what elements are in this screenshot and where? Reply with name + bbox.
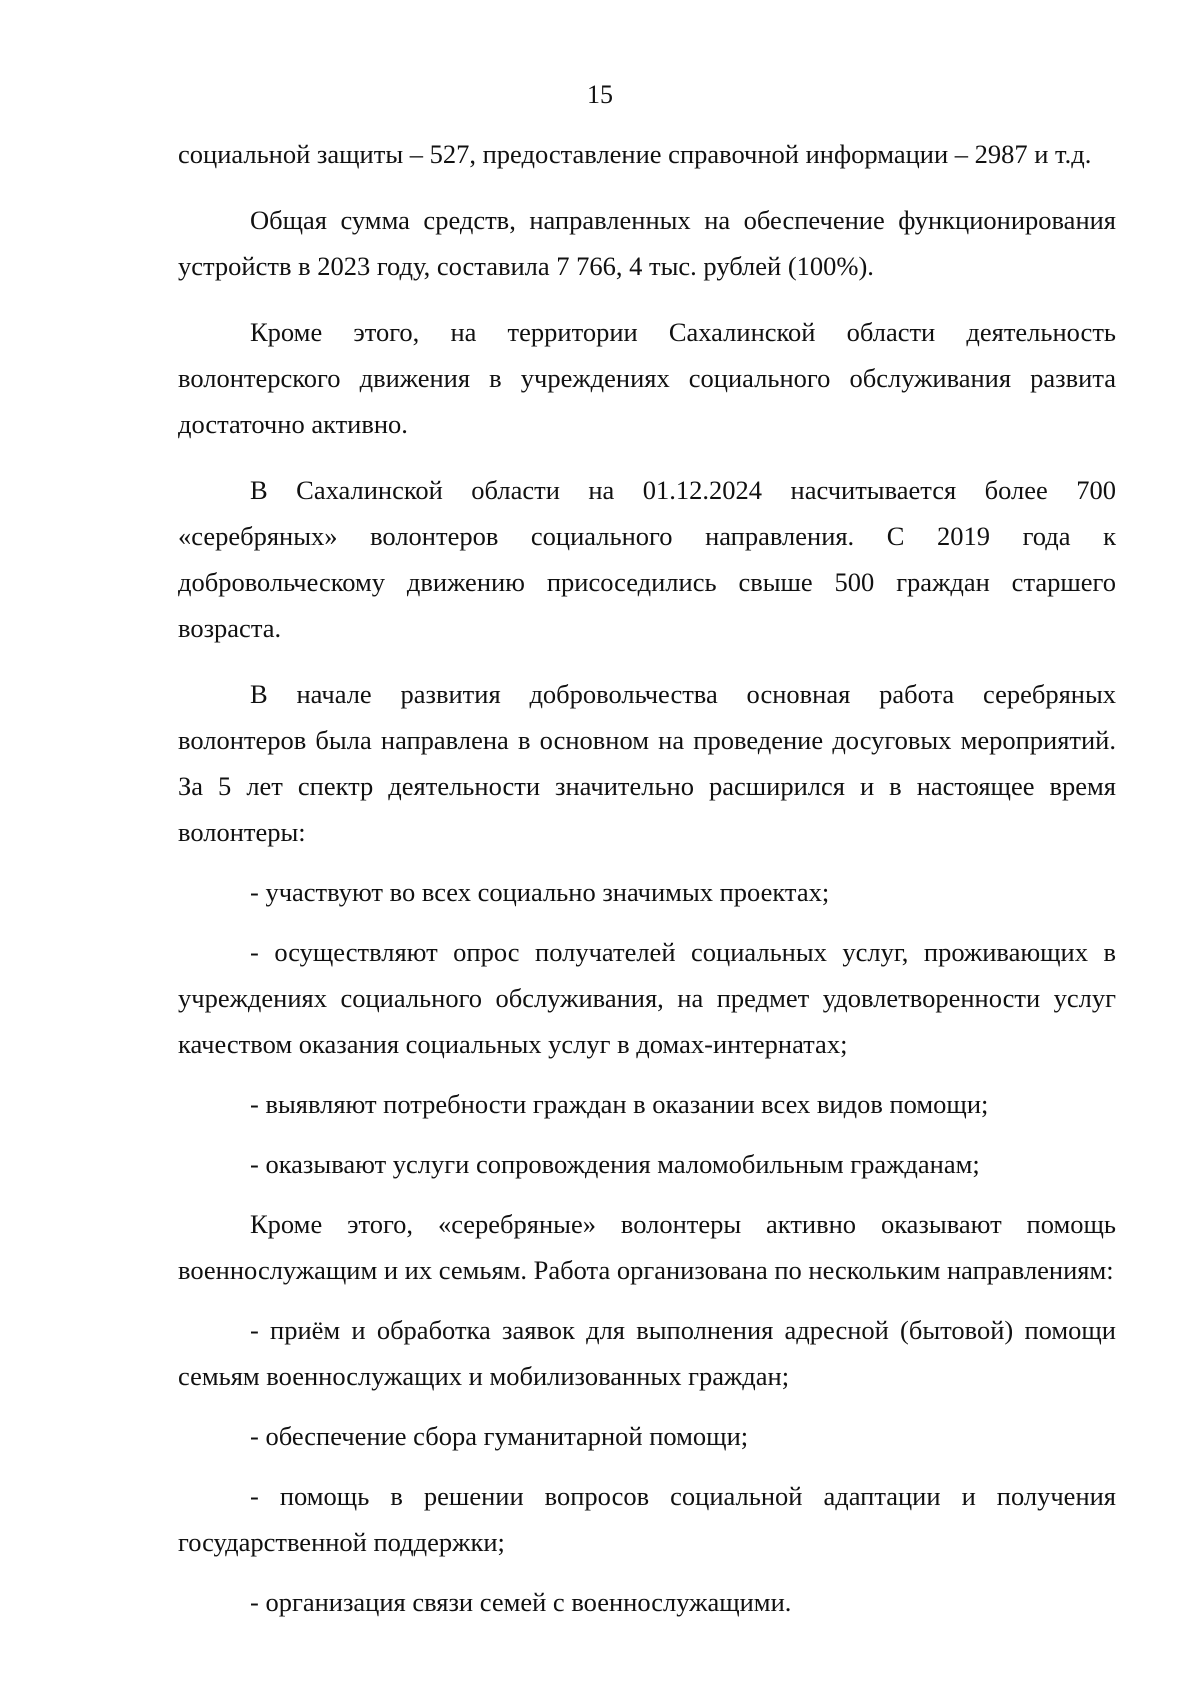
paragraph-military-support: Кроме этого, «серебряные» волонтеры активно оказывают помощь военнослужащим и их семьям. Работа организована по нескольким направлениям: [178,1209,1116,1285]
paragraph-silver-volunteers-count: В Сахалинской области на 01.12.2024 насчитывается более 700 «серебряных» волонтеров социального направления. С 2019 года к добровольческому движению присоседились свыше 500 граждан старшего возраста. [178,475,1116,643]
list-item-needs: - выявляют потребности граждан в оказании всех видов помощи; [250,1089,989,1119]
paragraph-funding-total: Общая сумма средств, направленных на обеспечение функционирования устройств в 2023 году, составила 7 766, 4 тыс. рублей (100%). [178,205,1116,281]
list-item-family-communication: - организация связи семей с военнослужащими. [250,1587,792,1617]
list-item-humanitarian-aid: - обеспечение сбора гуманитарной помощи; [250,1421,749,1451]
document-body [178,131,1116,1639]
list-item-requests: - приём и обработка заявок для выполнения адресной (бытовой) помощи семьям военнослужащих и мобилизованных граждан; [178,1315,1116,1391]
paragraph-volunteer-movement: Кроме этого, на территории Сахалинской области деятельность волонтерского движения в учреждениях социального обслуживания развита достаточно активно. [178,317,1116,439]
page-number: 15 [587,80,613,109]
paragraph-volunteer-activity-intro: В начале развития добровольчества основная работа серебряных волонтеров была направлена в основном на проведение досуговых мероприятий. За 5 лет спектр деятельности значительно расширился и в настоящее время волонтеры: [178,679,1116,847]
list-item-projects: - участвуют во всех социально значимых проектах; [250,877,830,907]
paragraph-continuation: социальной защиты – 527, предоставление справочной информации – 2987 и т.д. [178,139,1092,169]
list-item-survey: - осуществляют опрос получателей социальных услуг, проживающих в учреждениях социального обслуживания, на предмет удовлетворенности услуг качеством оказания социальных услуг в домах-интернатах; [178,937,1116,1059]
list-item-adaptation: - помощь в решении вопросов социальной адаптации и получения государственной поддержки; [178,1481,1116,1557]
list-item-escort: - оказывают услуги сопровождения маломобильным гражданам; [250,1149,980,1179]
